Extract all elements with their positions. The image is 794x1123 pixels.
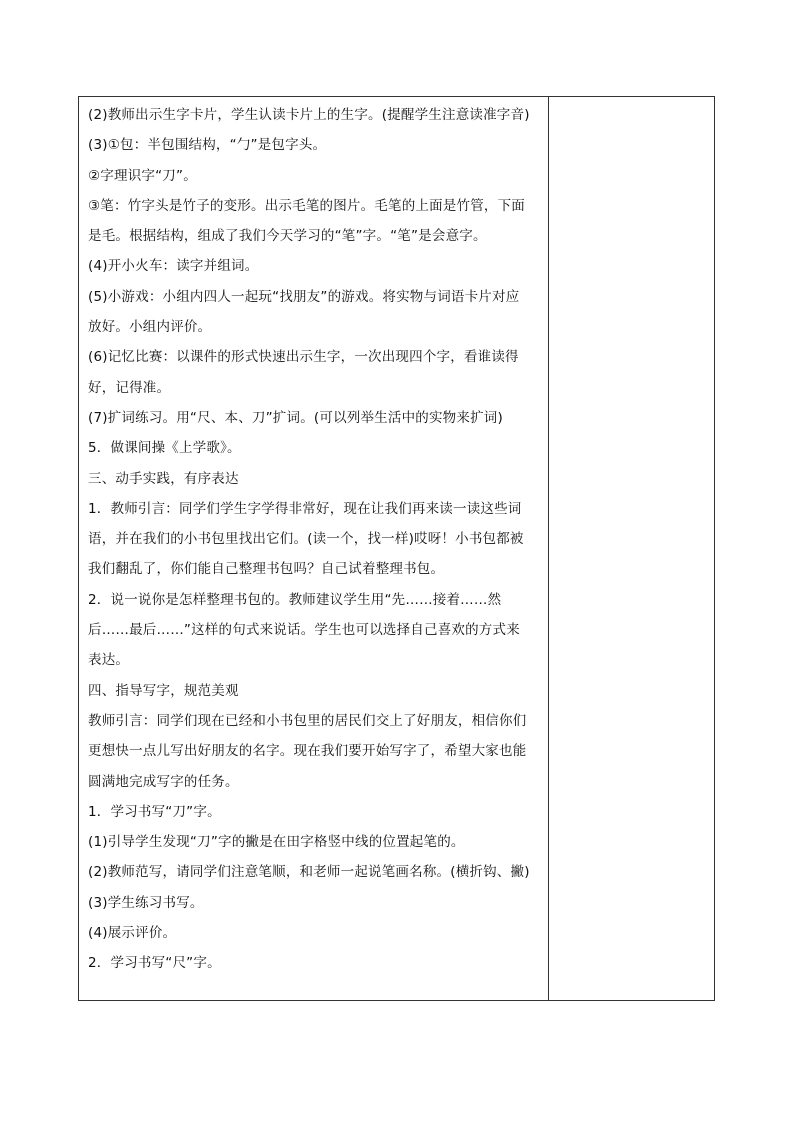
text-line: (2)教师出示生字卡片，学生认读卡片上的生字。(提醒学生注意读准字音) [88,107,530,123]
text-line: (3)学生练习书写。 [88,894,204,911]
text-line: 2．说一说你是怎样整理书包的。教师建议学生用“先……接着……然 [88,591,502,608]
text-line: 语，并在我们的小书包里找出它们。(读一个，找一样)哎呀！小书包都被 [88,531,524,548]
text-line: 后……最后……”这样的句式来说话。学生也可以选择自己喜欢的方式来 [88,622,520,639]
text-line: 1．教师引言：同学们学生字学得非常好，现在让我们再来读一读这些词 [88,500,522,517]
text-line: 教师引言：同学们现在已经和小书包里的居民们交上了好朋友，相信你们 [88,712,527,729]
text-line: 1．学习书写“刀”字。 [88,803,221,820]
text-line: 表达。 [88,652,130,669]
text-line: (4)展示评价。 [88,925,177,942]
text-line: (4)开小火车：读字并组词。 [88,258,259,275]
text-line: (1)引导学生发现“刀”字的撇是在田字格竖中线的位置起笔的。 [88,834,465,851]
text-line: 2．学习书写“尺”字。 [88,955,221,972]
text-line: 是毛。根据结构，组成了我们今天学习的“笔”字。“笔”是会意字。 [88,228,487,245]
section-heading: 四、指导写字，规范美观 [88,682,239,699]
text-line: ③笔：竹字头是竹子的变形。出示毛笔的图片。毛笔的上面是竹管，下面 [88,197,526,214]
lesson-content-cell [79,97,549,1000]
text-line: 圆满地完成写字的任务。 [88,773,239,790]
text-line: (5)小游戏：小组内四人一起玩“找朋友”的游戏。将实物与词语卡片对应 [88,288,520,305]
notes-cell [549,97,714,1000]
text-line: 5．做课间操《上学歌》。 [88,440,241,457]
text-line: 我们翻乱了，你们能自己整理书包吗？自己试着整理书包。 [88,561,445,578]
lesson-table [78,96,715,1001]
text-line: (3)①包：半包围结构，“勹”是包字头。 [88,137,327,154]
text-line: 更想快一点儿写出好朋友的名字。现在我们要开始写字了，希望大家也能 [88,743,527,760]
text-line: 放好。小组内评价。 [88,319,212,336]
text-line: 好，记得准。 [88,379,171,396]
section-heading: 三、动手实践，有序表达 [88,470,239,487]
text-line: ②字理识字“刀”。 [88,167,197,184]
text-line: (7)扩词练习。用“尺、本、刀”扩词。(可以列举生活中的实物来扩词) [88,409,503,426]
text-line: (2)教师范写，请同学们注意笔顺，和老师一起说笔画名称。(横折钩、撇) [88,864,530,881]
text-line: (6)记忆比赛：以课件的形式快速出示生字，一次出现四个字，看谁读得 [88,349,519,366]
